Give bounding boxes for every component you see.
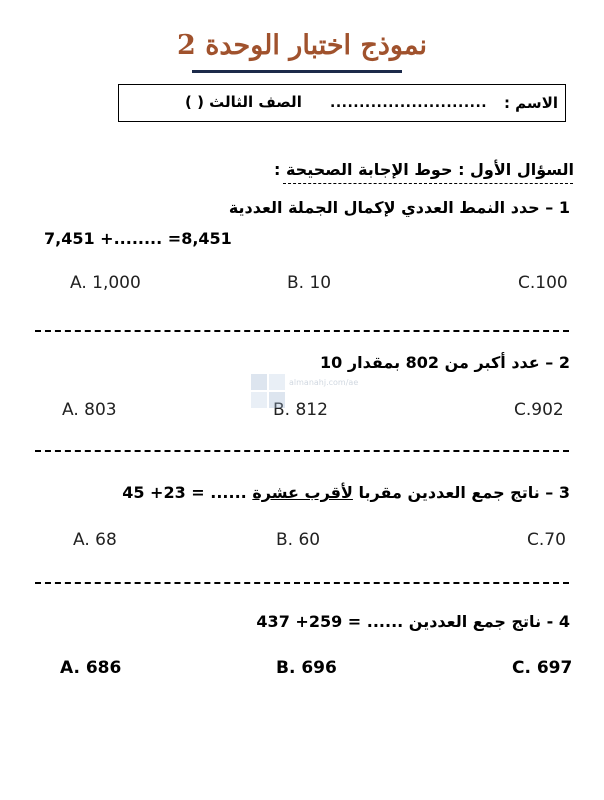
grade-label: الصف الثالث ( ) (185, 93, 302, 111)
question-3-option-b[interactable]: B. 60 (276, 530, 321, 550)
page-title: نموذج اختبار الوحدة 2 (177, 30, 427, 61)
divider (35, 330, 569, 332)
question-4-option-c[interactable]: C. 697 (512, 658, 573, 678)
question-2-option-c[interactable]: C.902 (514, 400, 564, 420)
name-label: الاسم : (503, 94, 558, 112)
question-3-option-c[interactable]: C.70 (527, 530, 566, 550)
watermark-url: almanahj.com/ae (289, 378, 359, 387)
divider (35, 582, 569, 584)
question-2-option-a[interactable]: A. 803 (62, 400, 117, 420)
watermark-logo (245, 370, 363, 430)
title-underline (192, 70, 402, 73)
name-blank: ........................... (330, 95, 488, 111)
question-3-text-end: ...... = 23+ 45 (122, 483, 253, 502)
section-heading: السؤال الأول : حوط الإجابة الصحيحة : (274, 160, 574, 179)
question-4-option-b[interactable]: B. 696 (276, 658, 337, 678)
question-2-option-b[interactable]: B. 812 (273, 400, 328, 420)
question-2-text: 2 – عدد أكبر من 802 بمقدار 10 (320, 353, 570, 372)
question-3-text (122, 483, 570, 502)
section-heading-underline (283, 183, 573, 184)
question-4-option-a[interactable]: A. 686 (60, 658, 122, 678)
question-1-option-c[interactable]: C.100 (518, 273, 568, 293)
question-1-text: 1 – حدد النمط العددي لإكمال الجملة العددية (228, 198, 570, 217)
question-3-option-a[interactable]: A. 68 (73, 530, 117, 550)
question-4-text: 4 - ناتج جمع العددين ...... = 259+ 437 (256, 612, 570, 631)
divider (35, 450, 569, 452)
question-3-text-start: 3 – ناتج جمع العددين مقربا (352, 483, 570, 502)
question-1-option-b[interactable]: B. 10 (287, 273, 332, 293)
question-1-option-a[interactable]: A. 1,000 (70, 273, 141, 293)
question-3-underlined: لأقرب عشرة (252, 483, 353, 502)
question-1-equation: 7,451 +........ =8,451 (44, 229, 232, 248)
